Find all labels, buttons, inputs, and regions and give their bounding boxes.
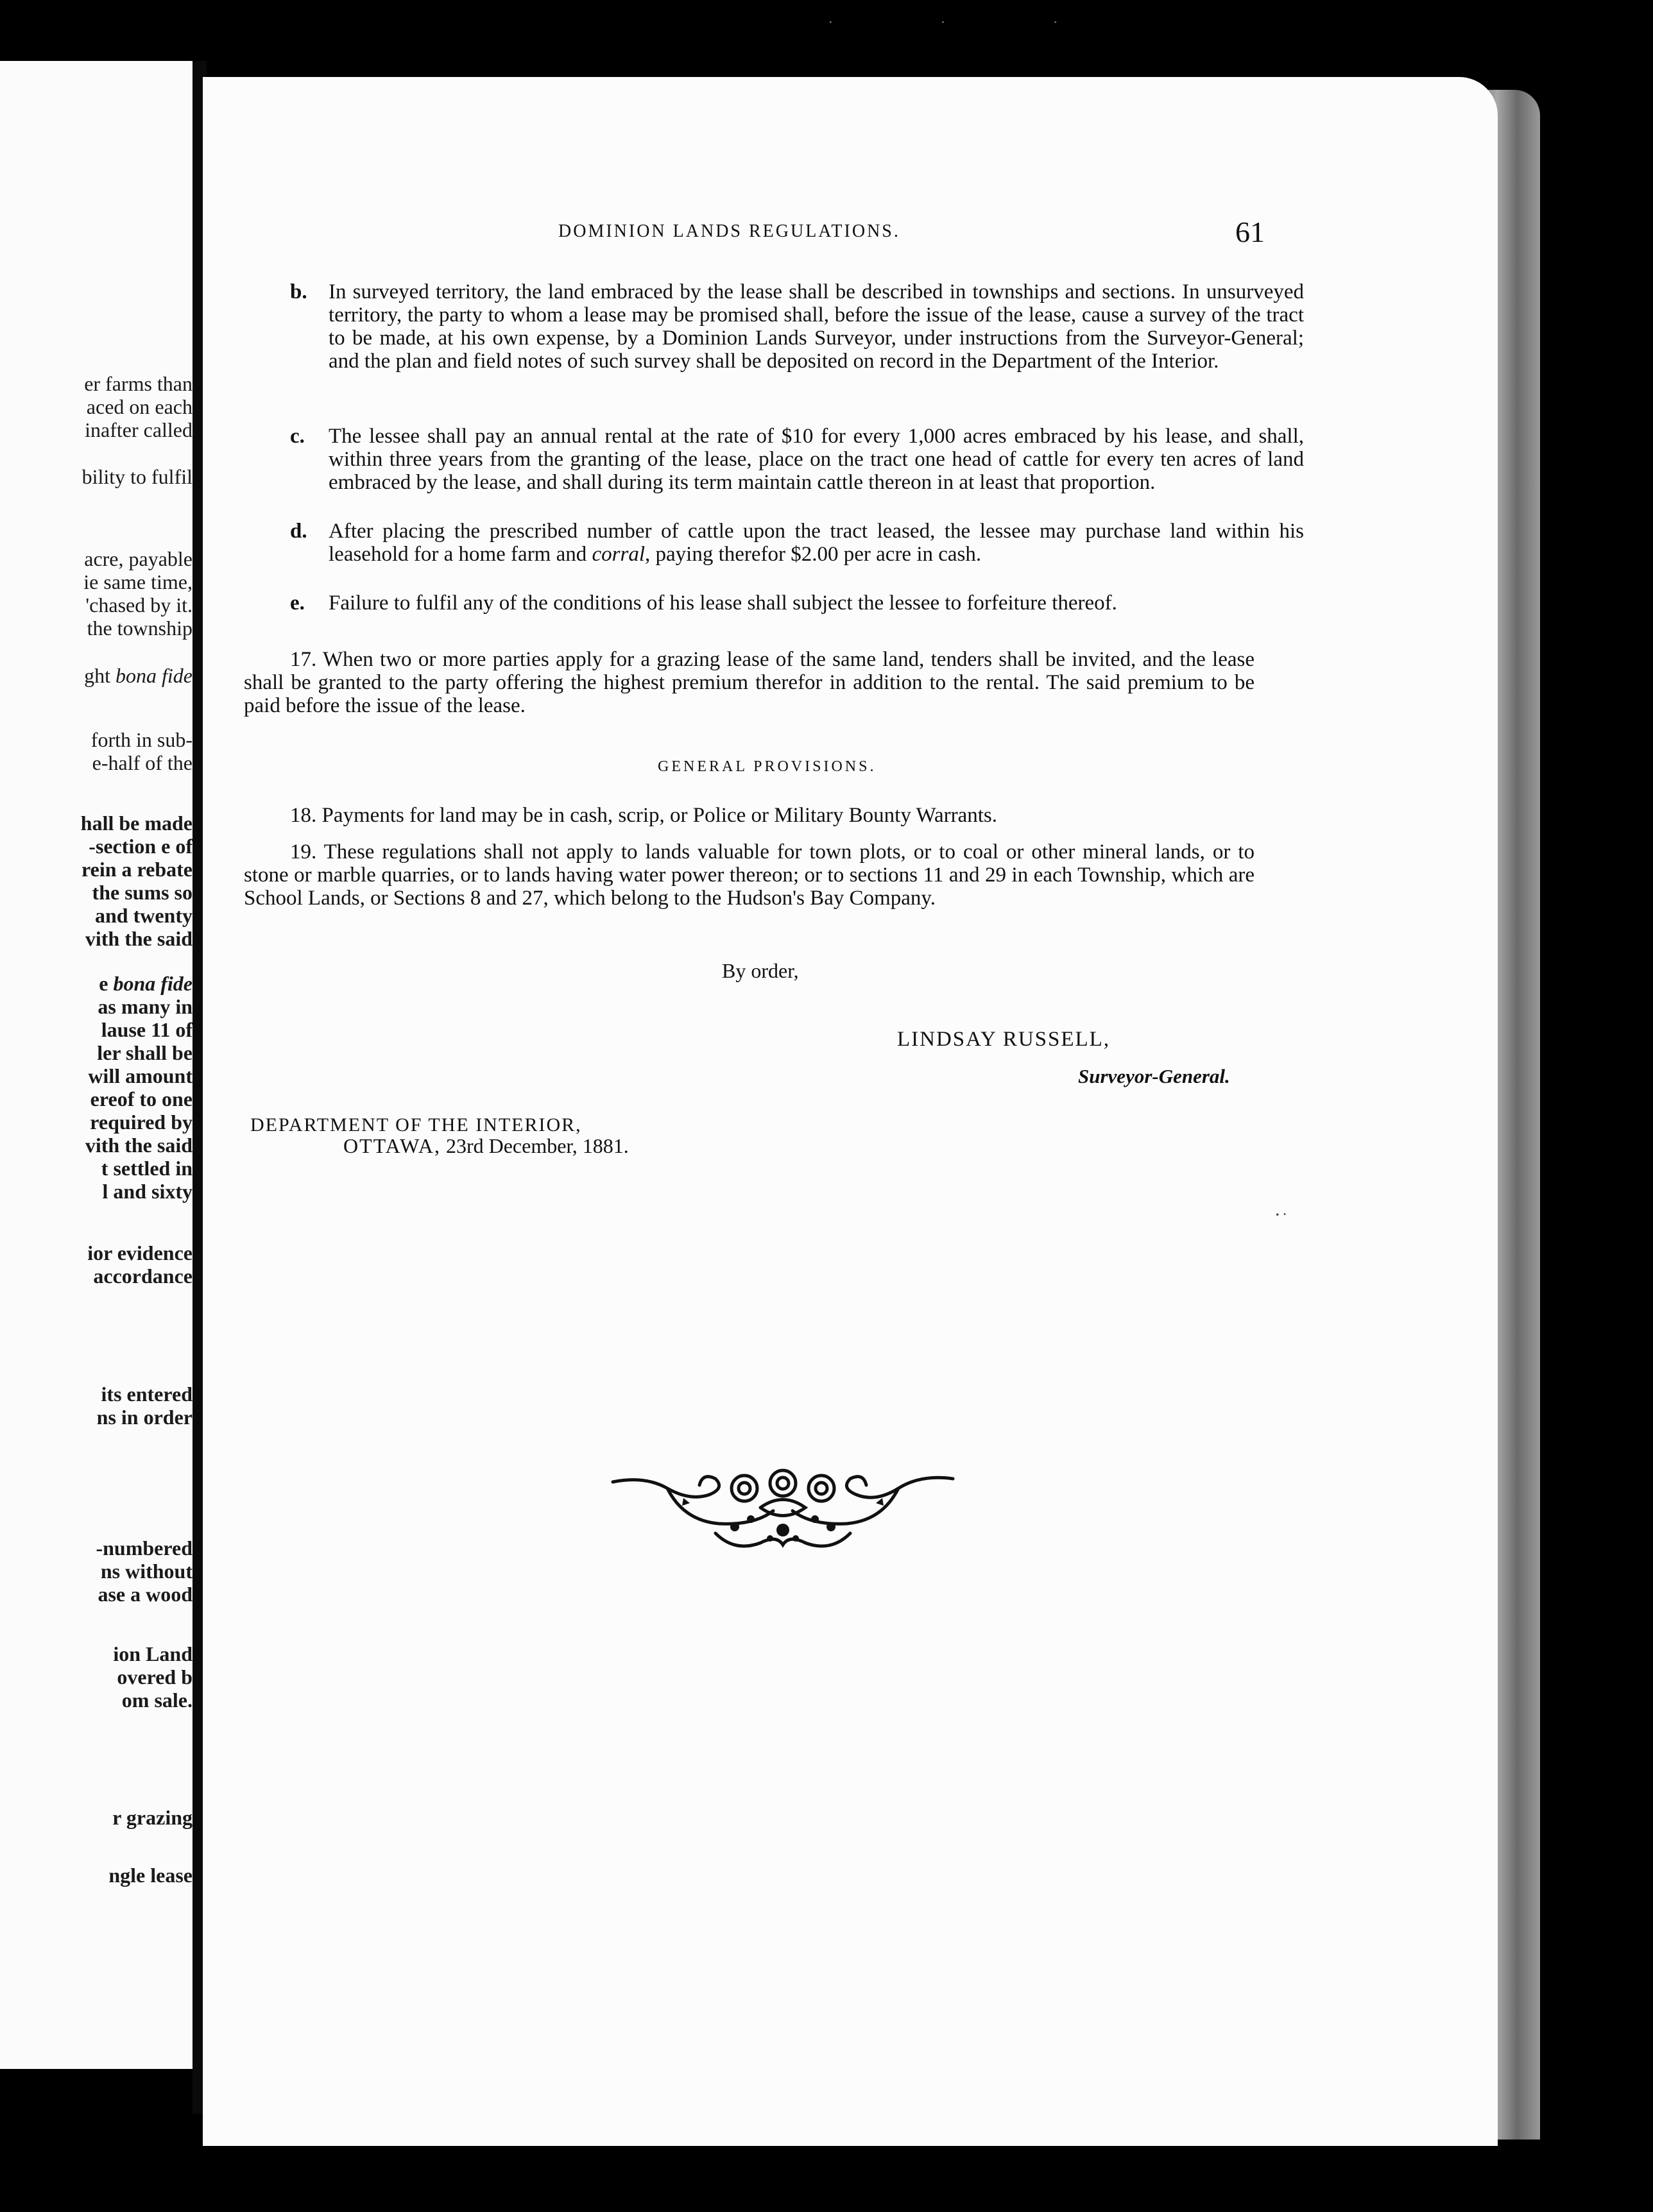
left-line: overed b — [117, 1665, 193, 1689]
left-line: as many in — [98, 995, 193, 1018]
left-line: -numbered — [96, 1536, 193, 1560]
clause-text: In surveyed territory, the land embraced by the lease shall be described in townships and sections. In unsurveyed territory, the party to whom a lease may be promised shall, before the issue of the lease, cause a survey of the tract to be made, at his own expense, by a Dominion Lands Surveyor, under instructions from the Surveyor-General; and the plan and field notes of such survey shall be deposited on record in the Department of the Interior. — [329, 280, 1304, 373]
italic-term: bona fide — [116, 664, 193, 687]
signatory-name: LINDSAY RUSSELL, — [897, 1028, 1111, 1051]
left-line: ie same time, — [83, 570, 193, 593]
left-line: forth in sub- — [90, 728, 193, 751]
left-line: vith the said — [85, 927, 193, 950]
left-line: hall be made — [80, 812, 193, 835]
left-line: ereof to one — [90, 1087, 193, 1110]
section-18: 18. Payments for land may be in cash, scrip, or Police or Military Bounty Warrants. — [290, 804, 998, 827]
left-line: ns in order — [96, 1406, 193, 1429]
clause-marker: b. — [290, 280, 307, 303]
left-line: aced on each — [86, 395, 193, 418]
left-line: ase a wood — [98, 1583, 193, 1606]
italic-term: bona fide — [113, 972, 193, 995]
running-title: DOMINION LANDS REGULATIONS. — [558, 221, 900, 241]
section-19: 19. These regulations shall not apply to lands valuable for town plots, or to coal or other mineral lands, or to stone or marble quarries, or to lands having water power thereon; or to sections 11 and 29 in each Township, which are School Lands, or Sections 8 and 27, which belong to the Hudson's Bay Company. — [244, 840, 1255, 910]
ink-smudge: ˙͘ — [1274, 1209, 1281, 1233]
scan-specks: · · · — [828, 13, 1109, 31]
left-line: e-half of the — [92, 751, 193, 774]
right-page — [203, 77, 1498, 2146]
by-order: By order, — [722, 959, 799, 982]
left-line: its entered — [101, 1382, 193, 1406]
clause-b — [290, 280, 1304, 373]
left-line: ler shall be — [97, 1041, 193, 1064]
clause-d — [290, 520, 1304, 566]
clause-text: , paying therefor $2.00 per acre in cash. — [645, 543, 982, 566]
left-line: lause 11 of — [101, 1018, 193, 1041]
section-heading: GENERAL PROVISIONS. — [658, 758, 877, 775]
left-line: -section e of — [89, 835, 193, 858]
left-line: t settled in — [101, 1157, 193, 1180]
left-line: ngle lease — [108, 1864, 193, 1887]
clause-text: Failure to fulfil any of the conditions of his lease shall subject the lessee to forfeiture thereof. — [329, 591, 1117, 615]
floral-ornament-icon — [606, 1463, 959, 1562]
left-line: vith the said — [85, 1134, 193, 1157]
page-number: 61 — [1235, 216, 1265, 248]
clause-e — [290, 591, 1304, 615]
left-line: r grazing — [112, 1806, 193, 1829]
clause-italic: corral — [592, 543, 646, 566]
left-line: om sale. — [121, 1689, 193, 1712]
section-17: 17. When two or more parties apply for a grazing lease of the same land, tenders shall be invited, and the lease shall be granted to the party offering the highest premium therefor in addition to the rental. The said premium to be paid before the issue of the lease. — [244, 648, 1255, 717]
left-line: and twenty — [94, 904, 193, 927]
left-line: acre, payable — [84, 547, 193, 570]
clause-c — [290, 425, 1304, 494]
left-line: inafter called — [85, 418, 193, 441]
left-line: l and sixty — [102, 1180, 193, 1203]
left-line: will amount — [88, 1064, 193, 1087]
clause-marker: c. — [290, 425, 305, 448]
left-line: ior evidence — [87, 1241, 193, 1264]
left-line: bility to fulfil — [81, 465, 193, 488]
left-line: ion Land — [113, 1642, 193, 1665]
department-line: DEPARTMENT OF THE INTERIOR, — [250, 1114, 582, 1136]
left-line: required by — [90, 1110, 193, 1134]
left-line: 'chased by it. — [85, 593, 193, 617]
clause-text: After placing the prescribed number of cattle upon the tract leased, the lessee may purchase land within his leasehold for a home farm and — [329, 520, 1304, 566]
left-line: ght bona fide — [84, 664, 193, 687]
clause-marker: e. — [290, 591, 305, 615]
place-city: OTTAWA, — [343, 1134, 441, 1157]
signatory-title: Surveyor-General. — [1078, 1065, 1230, 1087]
place-date: 23rd December, 1881. — [445, 1134, 629, 1157]
left-line: er farms than — [84, 372, 193, 395]
left-line: the sums so — [92, 881, 193, 904]
left-facing-page — [0, 61, 196, 2069]
clause-marker: d. — [290, 520, 307, 543]
left-line: accordance — [93, 1264, 193, 1288]
place-date-line — [343, 1134, 629, 1158]
left-line: ns without — [100, 1560, 193, 1583]
left-line: e bona fide — [99, 972, 193, 995]
clause-text: The lessee shall pay an annual rental at the rate of $10 for every 1,000 acres embraced by his lease, and shall, within three years from the granting of the lease, place on the tract one head of cattle for every ten acres of land embraced by the lease, and shall during its term maintain cattle thereon in at least that proportion. — [329, 425, 1304, 494]
left-line: rein a rebate — [81, 858, 193, 881]
left-line: the township — [87, 617, 193, 640]
